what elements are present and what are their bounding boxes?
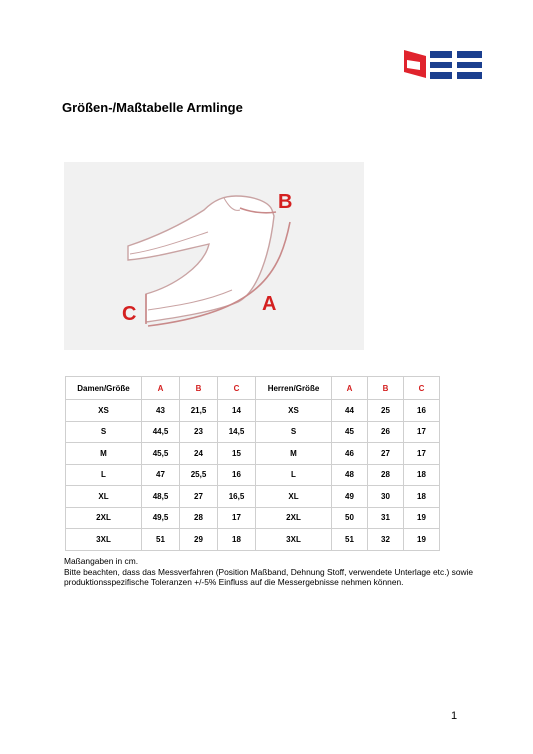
- table-cell: L: [66, 464, 142, 486]
- column-header-herren-c: C: [404, 377, 440, 400]
- arm-sleeve-illustration: [64, 162, 364, 350]
- table-cell: 49,5: [142, 507, 180, 529]
- table-cell: 19: [404, 507, 440, 529]
- table-cell: 16,5: [218, 486, 256, 508]
- sleeve-outline: [128, 196, 277, 322]
- measure-label-a: A: [262, 293, 277, 315]
- table-cell: XL: [256, 486, 332, 508]
- measure-label-c: C: [122, 303, 137, 325]
- page-title: Größen-/Maßtabelle Armlinge: [62, 100, 243, 115]
- table-row: [66, 486, 440, 508]
- table-cell: S: [66, 421, 142, 443]
- table-cell: 16: [218, 464, 256, 486]
- column-header-herren-b: B: [368, 377, 404, 400]
- table-cell: 27: [368, 443, 404, 465]
- table-cell: XS: [256, 400, 332, 422]
- table-cell: 27: [180, 486, 218, 508]
- brand-logo: [404, 48, 482, 82]
- notes-units: Maßangaben in cm.: [64, 556, 139, 566]
- table-cell: 28: [368, 464, 404, 486]
- table-cell: 45,5: [142, 443, 180, 465]
- table-row: [66, 400, 440, 422]
- table-cell: M: [256, 443, 332, 465]
- table-cell: 25: [368, 400, 404, 422]
- column-header-damen-c: C: [218, 377, 256, 400]
- page-number: 1: [451, 710, 458, 722]
- table-cell: 16: [404, 400, 440, 422]
- table-cell: 48,5: [142, 486, 180, 508]
- table-cell: 48: [332, 464, 368, 486]
- table-cell: 17: [404, 443, 440, 465]
- table-cell: 47: [142, 464, 180, 486]
- table-row: [66, 529, 440, 551]
- table-row: [66, 464, 440, 486]
- logo-blue-letters: [430, 51, 482, 79]
- table-cell: 46: [332, 443, 368, 465]
- table-cell: 3XL: [66, 529, 142, 551]
- table-cell: 14,5: [218, 421, 256, 443]
- measure-label-b: B: [278, 191, 293, 213]
- table-cell: 51: [332, 529, 368, 551]
- table-cell: 44,5: [142, 421, 180, 443]
- table-cell: 28: [180, 507, 218, 529]
- table-cell: XS: [66, 400, 142, 422]
- column-header-damen-b: B: [180, 377, 218, 400]
- measurement-notes: [64, 556, 474, 588]
- table-cell: XL: [66, 486, 142, 508]
- table-cell: 23: [180, 421, 218, 443]
- table-cell: 18: [404, 464, 440, 486]
- column-header-herren-a: A: [332, 377, 368, 400]
- table-cell: 14: [218, 400, 256, 422]
- size-table: [65, 376, 440, 551]
- table-cell: S: [256, 421, 332, 443]
- table-cell: 32: [368, 529, 404, 551]
- table-row: [66, 443, 440, 465]
- table-cell: 51: [142, 529, 180, 551]
- table-cell: 26: [368, 421, 404, 443]
- table-cell: 29: [180, 529, 218, 551]
- column-header-herren-size: Herren/Größe: [256, 377, 332, 400]
- table-cell: L: [256, 464, 332, 486]
- table-cell: 21,5: [180, 400, 218, 422]
- table-cell: 43: [142, 400, 180, 422]
- table-cell: 17: [404, 421, 440, 443]
- table-cell: 24: [180, 443, 218, 465]
- table-cell: 50: [332, 507, 368, 529]
- table-row: [66, 507, 440, 529]
- table-row: [66, 421, 440, 443]
- table-cell: 17: [218, 507, 256, 529]
- table-cell: 2XL: [256, 507, 332, 529]
- column-header-damen-a: A: [142, 377, 180, 400]
- arm-sleeve-figure: [64, 162, 364, 350]
- table-cell: 2XL: [66, 507, 142, 529]
- table-cell: M: [66, 443, 142, 465]
- column-header-damen-size: Damen/Größe: [66, 377, 142, 400]
- table-cell: 44: [332, 400, 368, 422]
- notes-disclaimer: Bitte beachten, dass das Messverfahren (Position Maßband, Dehnung Stoff, verwendete Unterlage etc.) sowie produktionsspezifische Toleranzen +/-5% Einfluss auf die Messergebnisse nehmen können.: [64, 566, 474, 587]
- table-cell: 45: [332, 421, 368, 443]
- table-cell: 3XL: [256, 529, 332, 551]
- table-cell: 25,5: [180, 464, 218, 486]
- table-cell: 49: [332, 486, 368, 508]
- table-cell: 30: [368, 486, 404, 508]
- table-cell: 18: [404, 486, 440, 508]
- table-cell: 31: [368, 507, 404, 529]
- table-header-row: [66, 377, 440, 400]
- table-cell: 15: [218, 443, 256, 465]
- table-cell: 18: [218, 529, 256, 551]
- table-cell: 19: [404, 529, 440, 551]
